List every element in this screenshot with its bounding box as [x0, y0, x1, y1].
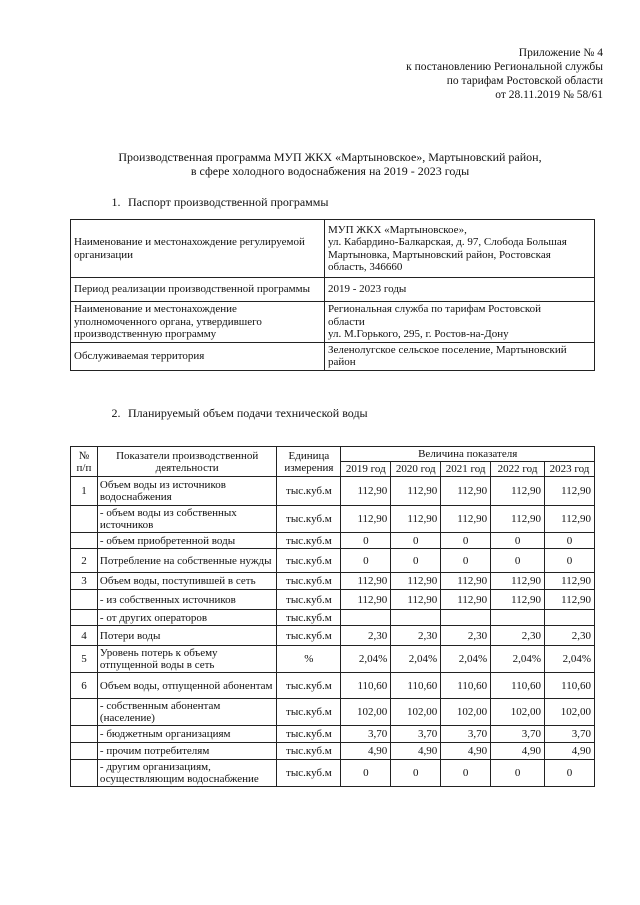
row-num — [71, 533, 98, 549]
row-value: 112,90 — [545, 477, 595, 506]
passport-row — [71, 220, 595, 278]
row-value: 4,90 — [391, 743, 441, 760]
table-row — [71, 699, 595, 726]
passport-value-line: 2019 - 2023 годы — [328, 283, 407, 296]
table-row — [71, 549, 595, 573]
row-value: 0 — [391, 760, 441, 787]
row-unit: тыс.куб.м — [277, 477, 341, 506]
row-value: 110,60 — [491, 673, 545, 699]
row-value: 110,60 — [391, 673, 441, 699]
row-value: 112,90 — [491, 573, 545, 590]
row-num: 3 — [71, 573, 98, 590]
row-value: 2,04% — [491, 646, 545, 673]
row-unit: тыс.куб.м — [277, 743, 341, 760]
row-value: 110,60 — [545, 673, 595, 699]
section-label: Паспорт производственной программы — [128, 195, 329, 209]
row-value: 112,90 — [341, 573, 391, 590]
section-label: Планируемый объем подачи технической воды — [128, 406, 368, 420]
row-value: 0 — [341, 549, 391, 573]
row-num: 1 — [71, 477, 98, 506]
title-line: Производственная программа МУП ЖКХ «Мартыновское», Мартыновский район, — [118, 150, 542, 164]
row-value: 0 — [391, 549, 441, 573]
passport-value-line: ул. М.Горького, 295, г. Ростов-на-Дону — [328, 328, 509, 340]
row-unit: тыс.куб.м — [277, 573, 341, 590]
table-row — [71, 726, 595, 743]
appendix-line: к постановлению Региональной службы — [406, 61, 603, 73]
row-value: 112,90 — [391, 590, 441, 610]
row-indicator: - объем воды из собственных источников — [97, 506, 277, 533]
row-indicator: Объем воды, поступившей в сеть — [97, 573, 277, 590]
row-value: 102,00 — [441, 699, 491, 726]
table-row — [71, 610, 595, 626]
row-unit: тыс.куб.м — [277, 533, 341, 549]
row-unit: тыс.куб.м — [277, 549, 341, 573]
row-value: 3,70 — [545, 726, 595, 743]
row-value: 4,90 — [341, 743, 391, 760]
passport-value — [325, 278, 595, 302]
table-row — [71, 646, 595, 673]
row-value: 102,00 — [341, 699, 391, 726]
row-value: 112,90 — [491, 477, 545, 506]
passport-value — [325, 220, 595, 278]
row-num: 2 — [71, 549, 98, 573]
row-num: 6 — [71, 673, 98, 699]
passport-value-line: Зеленолугское сельское поселение, Мартыновский — [328, 343, 567, 356]
table-row — [71, 590, 595, 610]
passport-label: Наименование и местонахождение уполномоченного органа, утвердившего производственную программу — [71, 302, 325, 343]
row-value: 112,90 — [441, 477, 491, 506]
row-num — [71, 760, 98, 787]
row-value: 0 — [441, 549, 491, 573]
row-value — [391, 610, 441, 626]
passport-value-line: Региональная служба по тарифам Ростовской — [328, 303, 542, 315]
row-unit: % — [277, 646, 341, 673]
row-value: 2,04% — [545, 646, 595, 673]
section-heading-2 — [107, 407, 368, 421]
row-indicator: - от других операторов — [97, 610, 277, 626]
row-value: 112,90 — [391, 477, 441, 506]
row-value — [341, 610, 391, 626]
header-year: 2021 год — [441, 462, 491, 477]
row-value: 0 — [341, 760, 391, 787]
row-num — [71, 726, 98, 743]
passport-value-line: ул. Кабардино-Балкарская, д. 97, Слобода Большая — [328, 236, 567, 248]
row-value: 0 — [441, 533, 491, 549]
header-year: 2020 год — [391, 462, 441, 477]
row-value: 2,04% — [391, 646, 441, 673]
row-value — [441, 610, 491, 626]
row-value: 2,30 — [545, 626, 595, 646]
row-value: 3,70 — [441, 726, 491, 743]
row-num — [71, 699, 98, 726]
table-row — [71, 673, 595, 699]
row-value: 2,30 — [391, 626, 441, 646]
appendix-line: по тарифам Ростовской области — [446, 75, 603, 87]
passport-value-line: области — [328, 315, 365, 328]
passport-value-line: область, 346660 — [328, 261, 403, 273]
row-value: 0 — [491, 549, 545, 573]
document-title — [60, 150, 600, 178]
passport-row — [71, 278, 595, 302]
row-value: 112,90 — [391, 573, 441, 590]
row-unit: тыс.куб.м — [277, 610, 341, 626]
row-unit: тыс.куб.м — [277, 726, 341, 743]
passport-value — [325, 342, 595, 370]
appendix-line: от 28.11.2019 № 58/61 — [495, 89, 603, 101]
row-value — [545, 610, 595, 626]
table-row — [71, 477, 595, 506]
passport-label: Обслуживаемая территория — [71, 342, 325, 370]
row-value: 112,90 — [491, 590, 545, 610]
row-value: 112,90 — [441, 573, 491, 590]
row-indicator: - из собственных источников — [97, 590, 277, 610]
row-indicator: Объем воды из источников водоснабжения — [97, 477, 277, 506]
row-value: 3,70 — [391, 726, 441, 743]
table-row — [71, 743, 595, 760]
row-value: 4,90 — [545, 743, 595, 760]
row-num — [71, 610, 98, 626]
row-unit: тыс.куб.м — [277, 626, 341, 646]
water-volume-table — [70, 446, 595, 787]
row-value: 0 — [441, 760, 491, 787]
row-indicator: Потребление на собственные нужды — [97, 549, 277, 573]
row-value: 4,90 — [441, 743, 491, 760]
table-row — [71, 533, 595, 549]
row-value: 3,70 — [341, 726, 391, 743]
title-line: в сфере холодного водоснабжения на 2019 - 2023 годы — [190, 164, 470, 178]
row-indicator: Потери воды — [97, 626, 277, 646]
row-value: 2,30 — [441, 626, 491, 646]
row-value: 102,00 — [491, 699, 545, 726]
row-indicator: - бюджетным организациям — [97, 726, 277, 743]
row-indicator: Уровень потерь к объему отпущенной воды в сеть — [97, 646, 277, 673]
row-value: 112,90 — [545, 590, 595, 610]
row-value: 0 — [491, 760, 545, 787]
row-value: 112,90 — [341, 506, 391, 533]
row-unit: тыс.куб.м — [277, 699, 341, 726]
row-unit: тыс.куб.м — [277, 673, 341, 699]
row-value: 112,90 — [545, 573, 595, 590]
row-value: 2,04% — [341, 646, 391, 673]
row-value: 4,90 — [491, 743, 545, 760]
header-year: 2022 год — [491, 462, 545, 477]
row-value: 2,30 — [341, 626, 391, 646]
row-indicator: - объем приобретенной воды — [97, 533, 277, 549]
table-row — [71, 506, 595, 533]
row-value: 112,90 — [441, 506, 491, 533]
row-num: 4 — [71, 626, 98, 646]
header-name: Показатели производственной деятельности — [97, 447, 277, 477]
appendix-block — [303, 46, 603, 102]
row-value: 0 — [491, 533, 545, 549]
passport-table — [70, 219, 595, 371]
table-row — [71, 573, 595, 590]
appendix-line: Приложение № 4 — [518, 47, 603, 59]
header-year: 2019 год — [341, 462, 391, 477]
passport-value-line: район — [328, 356, 356, 368]
passport-label: Период реализации производственной программы — [71, 278, 325, 302]
passport-value-line: Мартыновка, Мартыновский район, Ростовская — [328, 248, 551, 261]
passport-label: Наименование и местонахождение регулируемой организации — [71, 220, 325, 278]
row-unit: тыс.куб.м — [277, 590, 341, 610]
row-value: 112,90 — [441, 590, 491, 610]
section-heading-1 — [107, 196, 328, 210]
row-unit: тыс.куб.м — [277, 506, 341, 533]
section-number: 2. — [111, 406, 121, 420]
row-value: 0 — [391, 533, 441, 549]
row-value: 112,90 — [391, 506, 441, 533]
passport-row — [71, 302, 595, 343]
row-value: 102,00 — [545, 699, 595, 726]
row-value — [491, 610, 545, 626]
row-value: 112,90 — [491, 506, 545, 533]
row-unit: тыс.куб.м — [277, 760, 341, 787]
row-indicator: - собственным абонентам (население) — [97, 699, 277, 726]
row-value: 0 — [545, 760, 595, 787]
row-num — [71, 743, 98, 760]
header-num: № п/п — [71, 447, 98, 477]
row-value: 110,60 — [341, 673, 391, 699]
row-value: 2,30 — [491, 626, 545, 646]
header-value: Величина показателя — [341, 447, 595, 462]
row-value: 110,60 — [441, 673, 491, 699]
row-value: 112,90 — [341, 590, 391, 610]
row-indicator: - прочим потребителям — [97, 743, 277, 760]
row-value: 0 — [545, 533, 595, 549]
passport-value-line: МУП ЖКХ «Мартыновское», — [328, 223, 467, 236]
row-value: 0 — [341, 533, 391, 549]
passport-value — [325, 302, 595, 343]
row-num: 5 — [71, 646, 98, 673]
row-value: 2,04% — [441, 646, 491, 673]
table-row — [71, 626, 595, 646]
passport-row — [71, 342, 595, 370]
row-num — [71, 590, 98, 610]
row-value: 112,90 — [341, 477, 391, 506]
section-number: 1. — [111, 195, 121, 209]
row-value: 112,90 — [545, 506, 595, 533]
header-year: 2023 год — [545, 462, 595, 477]
table-row — [71, 760, 595, 787]
header-unit: Единица измерения — [277, 447, 341, 477]
row-value: 3,70 — [491, 726, 545, 743]
row-value: 0 — [545, 549, 595, 573]
row-indicator: Объем воды, отпущенной абонентам — [97, 673, 277, 699]
row-indicator: - другим организациям, осуществляющим водоснабжение — [97, 760, 277, 787]
row-num — [71, 506, 98, 533]
row-value: 102,00 — [391, 699, 441, 726]
